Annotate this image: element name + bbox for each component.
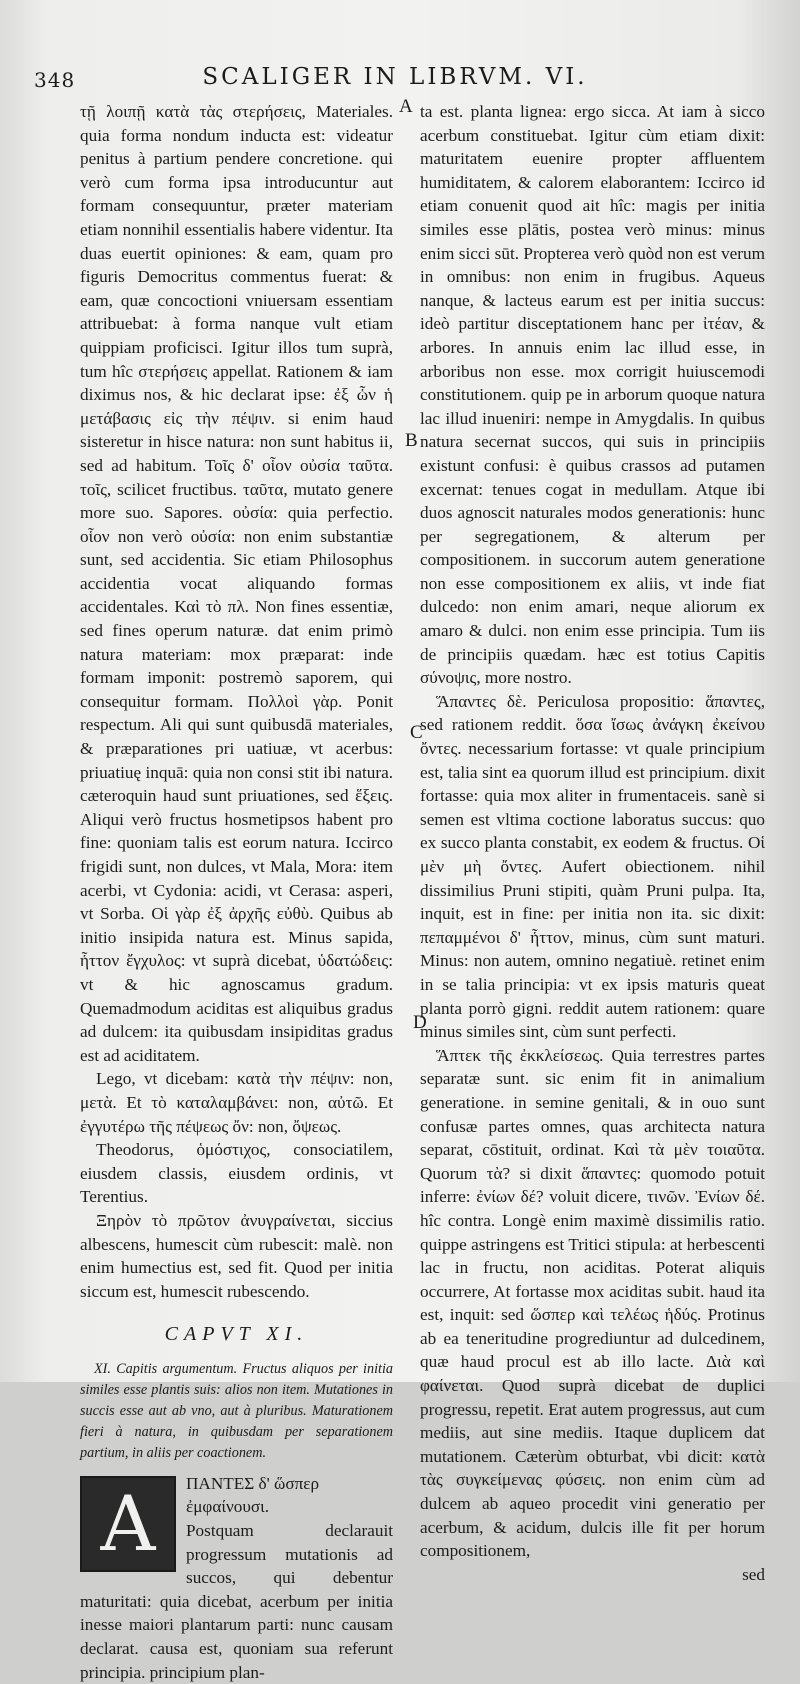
page-header <box>30 58 760 92</box>
decorated-initial: A <box>80 1476 176 1572</box>
commentary-paragraph: Ἅπτεκ τῆς ἐκκλείσεως. Quia terrestres partes separatæ sunt. sic enim fit in animalium generatione. in semine genitali, & in ouo sunt confusæ partes omnes, quas architecta natura separat, cōstituit, ordinat. Καὶ τὰ μὲν τοιαῦτα. Quorum τὰ? si dixit ἅπαντες: quomodo potuit inferre: ἐνίων δέ? voluit dicere, τινῶν. Ἐνίων δέ. hîc contra. Longè enim maximè dissimilis ratio. quippe astringens est Tritici stipula: at herbescenti lac in fructu, non aciditas. Poterat aliquis occurrere, At fortasse mox aciditas subit. haud ita est, inquit: sed ὥσπερ καὶ τελέως ἡδύς. Protinus ab ea teneritudine progrediuntur ad dulcedinem, quæ haud procul est ab illo lacte. Διὰ καὶ φαίνεται. Quod suprà dicebat de duplici progressu, repetit. Erat autem progressus, aut cum mediis, aut sine mediis. Itaque duplicem dat mutationem. Cæterùm obturbat, vbi dicit: κατὰ τὰς συγκείμενας φύσεις. non enim cùm ad dulcem ab aqueo procedit vini generatio per acerbum, & acidum, dulcis ille fit per horum compositionem, <box>420 1045 765 1561</box>
chapter-title: CAPVT XI. <box>164 1323 309 1346</box>
commentary-paragraph: Ξηρὸν τὸ πρῶτον ἀνυγραίνεται, siccius albescens, humescit cùm rubescit: malè. non enim humectius est, sed fit. Quod per initia siccum est, humescit rubescendo. <box>80 1210 393 1301</box>
page-number: 348 <box>34 68 76 92</box>
margin-letter-d: D <box>413 1012 427 1033</box>
chapter-opening <box>80 1472 393 1684</box>
right-column <box>420 100 765 1586</box>
commentary-paragraph: Ἅπαντες δὲ. Periculosa propositio: ἅπαντες, sed rationem reddit. ὅσα ἴσως ἀνάγκη ἐκείνου ὄντες. necessarium fortasse: vt quale principium est, talia sint ea quorum illud est principium. dixit fortasse: quia mox aliter in frumentaceis. sanè si semen est vltima coctione laboratus succus: quo ex succo planta constabit, ex eodem & fructus. Οἱ μὲν μὴ ὄντες. Aufert obiectionem. nihil dissimilius Pruni stipiti, quàm Pruni pulpa. Ita, inquit, est in fine: per initia non ita. sic dixit: πεπαμμένοι δ' ἧττον, minus, cùm sunt maturi. Minus: non autem, omnino negatiuè. retinet enim in se talia principia: vt ex ipsis maturis queat planta porrò gigni. reddit autem rationem: quare minus similes sint, cùm sunt perfecti. <box>420 691 765 1042</box>
margin-letter-c: C <box>410 722 423 743</box>
chapter-argument: XI. Capitis argumentum. Fructus aliquos per initia similes esse plantis suis: alios non item. Mutationes in succis esse aut ab vno, aut à pluribus. Maturationem fieri à natura, in quibusdam per separationem partium, in aliis per coactionem. <box>80 1360 393 1461</box>
catchword: sed <box>742 1564 765 1584</box>
margin-letter-a: A <box>399 96 413 117</box>
commentary-paragraph: Lego, vt dicebam: κατὰ τὴν πέψιν: non, μετὰ. Et τὸ καταλαμβάνει: non, αὐτῶ. Et ἐγγυτέρω τῆς πέψεως ὄν: non, ὄψεως. <box>80 1069 393 1136</box>
commentary-paragraph: Theodorus, ὁμόστιχος, consociatilem, eiusdem classis, eiusdem ordinis, vt Terentius. <box>80 1140 393 1207</box>
commentary-paragraph: τῇ λοιπῇ κατὰ τὰς στερήσεις, Materiales. quia forma nondum inducta est: videatur penitus à partium pendere concretione. qui verò cum forma ipsa introducuntur aut formam consequuntur, præter materiam etiam nonnihil essentialis habere videntur. Ita duas euertit opiniones: & eam, quam pro figuris Democritus commentus fuerat: & eam, quæ concoctioni vniuersam essentiam attribuebat: à forma nanque vult etiam quippiam proficisci. Igitur illos tum suprà, tum hîc στερήσεις appellat. Rationem & iam diximus nos, & hic declarat ipse: ἐξ ὧν ἡ μετάβασις εἰς τὴν πέψιν. si enim haud sisteretur in hisce natura: non sunt habitus ii, sed ad habitum. Τοῖς δ' οἷον οὐσία ταῦτα. τοῖς, scilicet fructibus. ταῦτα, mutato genere more suo. Sapores. οὐσία: quia perfectio. οἷον non verò οὐσία: non enim substantiæ sunt, sed accidentia. Sic etiam Philosophus accidentia vocat aliquando formas accidentales. Καὶ τὸ πλ. Non fines essentiæ, sed fines operum naturæ. dat enim primò natura materiam: mox præparat: inde formam imponit: postremò saporem, qui consequitur formam. Πολλοὶ γὰρ. Ponit respectum. Ali qui sunt quibusdā materiales, & præparationes pri uatiuæ, vt acerbus: priuatiuę inquā: quia non consi stit ibi natura. cæteroquin haud sunt priuationes, sed ἕξεις. Aliqui verò fructus hosmetipsos habent pro fine: quoniam talis est eorum natura. Iccirco frigidi sunt, non dulces, vt Mala, Mora: item acerbi, vt Cydonia: acidi, vt Cerasa: asperi, vt Sorba. Οἱ γὰρ ἐξ ἀρχῆς εὐθὺ. Quibus ab initio insipida natura est. Minus sapida, ἧττον ἔγχυλος: vt suprà dicebat, ὑδατώδεις: vt & hic agnoscamus gradum. Quemadmodum aciditas est aliquibus gradus ad dulcem: ita quibusdam insipiditas gradus est ad aciditatem. <box>80 102 393 1065</box>
left-column <box>80 100 393 1684</box>
chapter-opening-greek: ΠΑΝΤΕΣ δ' ὥσπερ ἐμφαίνουσι. <box>186 1473 320 1517</box>
margin-letter-b: B <box>405 430 418 451</box>
chapter-opening-text: Postquam declarauit progressum mutationis ad succos, qui debentur maturitati: quia dicebat, acerbum per initia inesse maiori plantarum parti: nunc causam declarat. causa est, quoniam sua referunt principia. principium plan- <box>80 1521 393 1682</box>
commentary-paragraph: ta est. planta lignea: ergo sicca. At iam à sicco acerbum constituebat. Igitur cùm etiam dixit: maturitatem euenire propter affluentem humiditatem, & calorem elaborantem: Iccirco id etiam conuenit quod ait hîc: magis per initia similes esse plātis, postea verò minus: minus enim sicci sūt. Propterea verò quòd non est verum in omnibus: non enim in frugibus. Aqueus nanque, & lacteus earum est per initia succus: ideò partitur disceptationem hanc per ἰτέαν, & arbores. In annuis enim lac illud esse, in arboribus non esse. mox corrigit huiuscemodi constitutionem. quip pe in arborum quoque natura lac illud inueniri: nempe in Amygdalis. In quibus natura secernat succos, qui suis in principiis existunt confusi: è quibus crassos ad putamen excernat: tenues cogat in medullam. Atque ibi duos agnoscit naturales modos generationis: hunc per segregationem, & alterum per compositionem. in succorum autem generatione non esse compositionem ex aliis, vt inde fiat dulcedo: non enim amari, neque aliorum ex amaro & dulci. non enim esse principia. Tum iis de principiis quædam. hæc est totius Capitis σύνοψις, more nostro. <box>420 102 765 688</box>
running-head: SCALIGER IN LIBRVM. VI. <box>202 64 588 90</box>
